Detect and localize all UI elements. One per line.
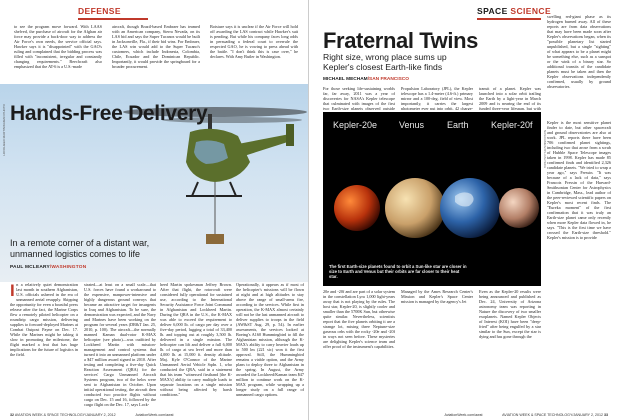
intro-column-1: For those seeking life-sustaining worlds far, far away, 2011 was a year of discoveries for NASA's Kepler telescope that culminated with images of the first two Earth-size planets observed outside (323, 86, 395, 110)
planet-comparison-figure (323, 112, 541, 286)
right-footer (309, 412, 618, 420)
section-header-defense: DEFENSE (78, 6, 121, 16)
label-kepler-20e: Kepler-20e (333, 120, 378, 130)
feature-column-1 (10, 282, 78, 357)
right-column-bottom: Kepler is the most sensitive planet finder to date, but other spacecraft and ground observatories are also at work. JPL reports there have been 706 confirmed planet sightings, including two that arose from a scrub of Hubble Space Telescope images taken in 1998. Kepler has made 85 confirmed finds and identified 2,326 candidate planets. "We tried to wrap a year ago," says Fressin. "It was because of a lack of data," says Francois Fressin of the Harvard-Smithsonian Center for Astrophysics in Cambridge, Mass., lead author of the peer-reviewed scientific papers on Kepler's most recent finds. The "Eureka moment" of the first confirmation that it was truly an Earth-size planet came only recently when more Kepler data flowed in, he says. "This is the first time we have crossed the Earth-size threshold." Kepler's mission is to provide (547, 120, 611, 240)
byline-place: /SAN FRANCISCO (367, 77, 409, 82)
feature-column-2: strated—at least on a small scale—that U.S. forces have found a workaround to the expensive, manpower-intensive and highly dangerous ground convoys that became an attractive target for insurgents in Iraq and Afghanistan. To be sure, the demonstration was expected, and the Navy and Marines have been working on the program for several years (DR&T Jan. 25, 2010, p. 100). The aircraft—the normally manned Kaman dual-rotor K-MAX helicopter (see photo)—was outfitted by Lockheed Martin with mission-management and control systems that turned it into an unmanned platform under a $47 million award signed in 2010. After testing and completing a five-day Quick Reaction Assessment (QRA) for the services' Cargo Unmanned Aircraft Systems program, two of the helos were sent to Afghanistan in October. Upon initial operational testing, the aircraft then conducted two practice flights without cargo on Dec. 15 and 16, followed by the cargo flight on the Dec. 17, says Lock- (84, 282, 156, 407)
intro-column-3: transit of a planet. Kepler was launched into a solar orbit trailing the Earth by a light-year in March 2009 and is nearing the end of its funded three-year lifespan, but with (479, 86, 541, 110)
byline-name: PAUL MCLEARY (10, 265, 50, 270)
page-number: 33 (604, 413, 608, 417)
section-science: SCIENCE (510, 6, 552, 16)
feature-column-4: Operationally, it appears as if most of the helicopter's missions will be flown at night and at high altitudes to stay above the range of small-arms fire, according to the services. While first in operation, the K-MAX almost certainly will not be the last unmanned aircraft to deliver supplies to troops in the field (AW&ST Aug. 29, p. 54). In earlier assessments, the services looked at Boeing's A160 Hummingbird to fill the Afghanistan mission, although the K-MAX's ability to carry heavier loads up to 500 lm (221 sic) won it the first approval. Still, the Hummingbird remains a viable option, and the Army plans to deploy three to Afghanistan in the spring. In August, the Army awarded the Lockheed/Kaman team $47 million to continue work on the K-MAX program, while wrapping up a longer study on a full range of unmanned cargo options. (236, 282, 304, 397)
bottom-column-1: 20e and -20f and are part of a solar system in the constellation Lyra 1,000 light-years away that is not playing by the rules. The host star, Kepler-20, is slightly cooler and smaller than the 5700K Sun, but otherwise quite similar. Nevertheless, scientists report that the five planets orbiting it are a strange lot, mixing three Neptune-size gaseous orbs with the rocky -20e and -20f in ways not seen before. These mysteries are delighting Kepler's science team and offer proof of the instrument's capabilities. (323, 289, 395, 349)
footer-publication: AVIATION WEEK & SPACE TECHNOLOGY/JANUARY 2, 2012 (14, 413, 116, 417)
article-deck: Right size, wrong place sums up Kepler's closest Earth-like finds (323, 52, 447, 73)
bottom-column-3: Even as the Kepler-20 results were being announced and published as Dec. 24, University of Arizona astronomy team was reporting in Nature the discovery of two smaller exoplanets. Named Kepler Objects of Interest (KOI) have been "deep-fried" after being engulfed by a star similar to the Sun, except the star is dying and has gone through the (479, 289, 541, 339)
left-footer (0, 412, 309, 420)
byline-name: MICHAEL MECHAM (323, 77, 368, 82)
top-column-2: aircraft, though Brazil-based Embraer has teamed with an American company, Sierra Nevada, on its LAS bid and says the Super Tucanos would be built in Jacksonville, Fla., if their bid wins. For Embraer, the LAS win would add to the Super Tucano's customers, which include Indonesia, Colombia, Chile, Ecuador and the Dominican Republic. Importantly, it would provide the springboard for a broader procurement. (112, 24, 200, 69)
planet-venus (385, 178, 445, 238)
label-kepler-20f: Kepler-20f (491, 120, 533, 130)
planets-illustration (323, 112, 541, 286)
footer-publication: AVIATION WEEK & SPACE TECHNOLOGY/JANUARY 2, 2012 (502, 413, 603, 417)
right-column-top: swelling red-giant phase as its hydrogen burned away. All of these reports are from data observations that may have been made soon after Kepler's observations began, when its "possible planetary list started unpublished, but a single "sighting" of what appears to be a planet might be something else, such as a sunspot or the wink of a binary star. So additional transits of the candidate planets must be taken and then the Kepler observations independently confirmed, usually by ground observatories. (547, 14, 611, 89)
right-page (309, 0, 618, 420)
photo-credit: LOCKHEED MARTIN/KAMAN PHOTO (2, 104, 6, 156)
feature-byline (10, 265, 86, 270)
dropcap: I (10, 281, 15, 300)
footer-url: AviationWeek.com/awst (135, 413, 174, 417)
helicopter-photo (0, 84, 309, 282)
intro-column-2: Propulsion Laboratory (JPL), the Kepler telescope has a 1.4-meter (4.6-ft.) primary mirror and a 100-deg. field of view. Most importantly, it carries the largest photometer ever put into orbit, 42 charge- (401, 86, 473, 110)
top-column-3: Boisture says it is unclear if the Air Force will hold off awarding the LAS contract while Hawker's suit is pending. But while his company faces long odds in persuading a federal court to overrule the respected GAO, he is vowing to press ahead with the battle. "I don't think this is case over," he declares. With Amy Butler in Washington. (210, 24, 298, 59)
feature-deck: In a remote corner of a distant war, unmanned logistics comes to life (10, 238, 150, 259)
article-byline (323, 77, 409, 82)
feature-column-1-text: n a relatively quiet demonstration last month in southern Afghanistan, U.S. officials ushered in the era of unmanned aerial resupply. Skipping the opportunity for even a boastful press release after the fact, the Marine Corps flew a remotely piloted helicopter on a roundtrip cargo mission, delivering supplies to forward-deployed Marines at Combat Outpost Payne on Dec. 17. While the Marines might be taking it slow in promoting the milestone, the flight marked a feat that has huge implications for the future of logistics in the field. (10, 282, 78, 357)
feature-column-3: heed Martin spokesman Jeffrey Brown. After that flight, the rotorcraft were considered fully operational for sustained use, according to the International Security Assistance Force Joint Command in Afghanistan and Lockheed Martin. During the QRA in the U.S., the K-MAX was able to exceed the requirement to deliver 6,000 lb. of cargo per day over a five-day period, lugging a total of 33,400 lb. and topping out at roughly 3,500 lb. delivered in a single mission. The helicopter can lift and deliver a full 6,000 lb. of cargo at sea level and more than 4,000 lb. at 15,000 ft. density altitude. Maj. Kyle O'Connor of the Marine Unmanned Aerial Vehicle Sqdn. 1, who conducted the QRA, said in a statement that his team "witnessed firsthand [the K-MAX's] ability to carry multiple loads to separate locations on a single mission without being affected by harsh conditions." (160, 282, 232, 397)
figure-caption: The first Earth-size planets found to orbit a Sun-like star are closer in size to Earth and Venus but their orbits are far closer to their heat star. (329, 264, 467, 280)
planet-kepler-20e (334, 185, 380, 231)
footer-url: AviationWeek.com/awst (444, 413, 483, 417)
article-headline: Fraternal Twins (323, 28, 478, 53)
page-number: 32 (10, 413, 14, 417)
label-earth: Earth (447, 120, 469, 130)
feature-title: Hands-Free Delivery (10, 102, 208, 125)
figure-credit: NASA/AMES/JPL-CALTECH (543, 130, 547, 169)
bottom-column-2: Managed by the Ames Research Center's Mission and Kepler's Space Center mission is managed by the agency's Jet (401, 289, 473, 304)
label-venus: Venus (399, 120, 425, 130)
planet-earth (440, 178, 500, 238)
section-rule (78, 18, 148, 20)
footer-right (502, 413, 608, 417)
planet-kepler-20f (499, 188, 539, 228)
section-space: SPACE (477, 6, 508, 16)
section-rule (477, 18, 541, 20)
byline-place: /WASHINGTON (49, 265, 87, 270)
top-column-1: to see the program move forward. With LAAS shelved, the purchase of aircraft for the Afghan air force may provide a back-door way to address the Air Force's own needs, the service official says. Hawker says it is "disappointed" with the GAO's ruling and complained that the bidding process was filled with "inconsistent, irregular and constantly changing requirements." Beechcraft also emphasized that the AT-6 is a U.S.-made (14, 24, 102, 69)
